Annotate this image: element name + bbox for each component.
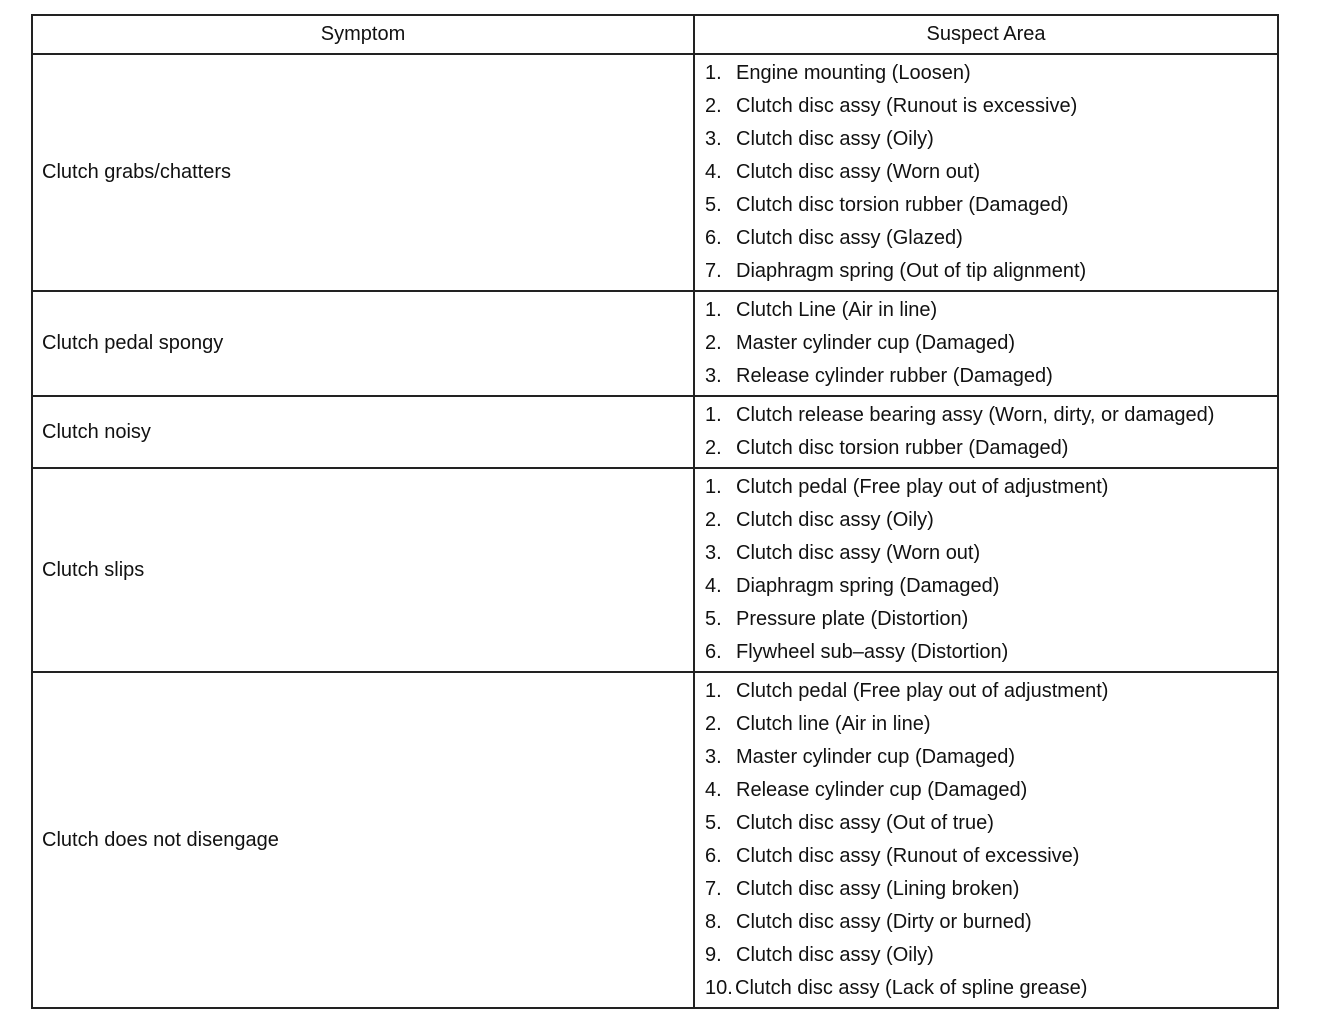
symptom-cell: Clutch noisy bbox=[32, 396, 694, 468]
suspect-item-text: Clutch pedal (Free play out of adjustment) bbox=[736, 680, 1109, 702]
suspect-item-text: Diaphragm spring (Out of tip alignment) bbox=[736, 260, 1087, 282]
symptom-cell: Clutch grabs/chatters bbox=[32, 54, 694, 291]
suspect-item bbox=[705, 741, 1277, 774]
suspect-item-number: 3. bbox=[705, 128, 722, 150]
suspect-item bbox=[705, 603, 1277, 636]
suspect-item bbox=[705, 360, 1277, 393]
suspect-item bbox=[705, 972, 1277, 1005]
suspect-area-cell bbox=[694, 54, 1278, 291]
suspect-item bbox=[705, 471, 1277, 504]
suspect-item bbox=[705, 222, 1277, 255]
suspect-item bbox=[705, 636, 1277, 669]
suspect-item-number: 5. bbox=[705, 194, 722, 216]
table-row bbox=[32, 396, 1278, 468]
suspect-item bbox=[705, 807, 1277, 840]
suspect-item bbox=[705, 123, 1277, 156]
suspect-item-text: Clutch disc assy (Worn out) bbox=[736, 542, 981, 564]
suspect-item bbox=[705, 294, 1277, 327]
table-row bbox=[32, 54, 1278, 291]
suspect-item-text: Master cylinder cup (Damaged) bbox=[736, 746, 1015, 768]
suspect-item-text: Clutch disc assy (Runout is excessive) bbox=[736, 95, 1078, 117]
symptom-column-header: Symptom bbox=[32, 15, 694, 54]
suspect-item bbox=[705, 255, 1277, 288]
suspect-item-number: 6. bbox=[705, 227, 722, 249]
suspect-area-cell bbox=[694, 396, 1278, 468]
suspect-item-number: 1. bbox=[705, 299, 722, 321]
suspect-item-number: 6. bbox=[705, 845, 722, 867]
suspect-item bbox=[705, 906, 1277, 939]
suspect-item-text: Clutch disc torsion rubber (Damaged) bbox=[736, 437, 1069, 459]
suspect-item-number: 4. bbox=[705, 575, 722, 597]
suspect-item-text: Flywheel sub–assy (Distortion) bbox=[736, 641, 1009, 663]
suspect-item-text: Master cylinder cup (Damaged) bbox=[736, 332, 1015, 354]
suspect-list bbox=[705, 399, 1277, 465]
suspect-item-text: Clutch release bearing assy (Worn, dirty, or damaged) bbox=[736, 404, 1215, 426]
symptom-cell: Clutch does not disengage bbox=[32, 672, 694, 1008]
suspect-item-text: Release cylinder cup (Damaged) bbox=[736, 779, 1028, 801]
suspect-item-number: 7. bbox=[705, 260, 722, 282]
suspect-item-number: 2. bbox=[705, 509, 722, 531]
suspect-item-number: 5. bbox=[705, 608, 722, 630]
suspect-item-text: Clutch disc assy (Glazed) bbox=[736, 227, 963, 249]
suspect-area-column-header: Suspect Area bbox=[694, 15, 1278, 54]
suspect-item-number: 1. bbox=[705, 680, 722, 702]
suspect-item-number: 1. bbox=[705, 62, 722, 84]
suspect-item bbox=[705, 327, 1277, 360]
suspect-item bbox=[705, 57, 1277, 90]
troubleshooting-table bbox=[31, 14, 1279, 1009]
suspect-item bbox=[705, 432, 1277, 465]
suspect-list bbox=[705, 294, 1277, 393]
suspect-list bbox=[705, 675, 1277, 1005]
table-row bbox=[32, 468, 1278, 672]
suspect-list bbox=[705, 471, 1277, 669]
suspect-item-text: Pressure plate (Distortion) bbox=[736, 608, 969, 630]
table-header-row bbox=[32, 15, 1278, 54]
suspect-item-number: 8. bbox=[705, 911, 722, 933]
suspect-item-text: Clutch disc assy (Oily) bbox=[736, 128, 934, 150]
suspect-item bbox=[705, 156, 1277, 189]
suspect-item-number: 3. bbox=[705, 746, 722, 768]
suspect-item-number: 3. bbox=[705, 365, 722, 387]
suspect-area-cell bbox=[694, 468, 1278, 672]
suspect-item-number: 2. bbox=[705, 437, 722, 459]
suspect-item bbox=[705, 90, 1277, 123]
suspect-item-number: 10. bbox=[705, 977, 733, 999]
suspect-item-number: 6. bbox=[705, 641, 722, 663]
suspect-item-number: 2. bbox=[705, 713, 722, 735]
suspect-item bbox=[705, 675, 1277, 708]
suspect-item bbox=[705, 504, 1277, 537]
suspect-item-text: Clutch disc assy (Out of true) bbox=[736, 812, 994, 834]
suspect-list bbox=[705, 57, 1277, 288]
suspect-item-text: Clutch Line (Air in line) bbox=[736, 299, 938, 321]
table-row bbox=[32, 672, 1278, 1008]
suspect-item-text: Clutch pedal (Free play out of adjustment) bbox=[736, 476, 1109, 498]
suspect-item-number: 1. bbox=[705, 404, 722, 426]
suspect-item-text: Clutch line (Air in line) bbox=[736, 713, 931, 735]
suspect-item bbox=[705, 840, 1277, 873]
table-body bbox=[32, 54, 1278, 1008]
suspect-item-text: Clutch disc assy (Runout of excessive) bbox=[736, 845, 1080, 867]
suspect-item-number: 4. bbox=[705, 161, 722, 183]
suspect-item-number: 1. bbox=[705, 476, 722, 498]
suspect-item bbox=[705, 399, 1277, 432]
suspect-area-cell bbox=[694, 672, 1278, 1008]
suspect-item-number: 3. bbox=[705, 542, 722, 564]
suspect-item-text: Clutch disc assy (Oily) bbox=[736, 944, 934, 966]
suspect-item-text: Release cylinder rubber (Damaged) bbox=[736, 365, 1053, 387]
suspect-item-number: 2. bbox=[705, 95, 722, 117]
suspect-item bbox=[705, 939, 1277, 972]
symptom-cell: Clutch slips bbox=[32, 468, 694, 672]
suspect-item-number: 4. bbox=[705, 779, 722, 801]
suspect-item-text: Clutch disc assy (Lack of spline grease) bbox=[735, 977, 1088, 999]
symptom-cell: Clutch pedal spongy bbox=[32, 291, 694, 396]
suspect-item-text: Diaphragm spring (Damaged) bbox=[736, 575, 1000, 597]
table-row bbox=[32, 291, 1278, 396]
suspect-item-text: Clutch disc torsion rubber (Damaged) bbox=[736, 194, 1069, 216]
suspect-item bbox=[705, 537, 1277, 570]
suspect-item-text: Clutch disc assy (Oily) bbox=[736, 509, 934, 531]
suspect-item-text: Clutch disc assy (Worn out) bbox=[736, 161, 981, 183]
suspect-item-number: 5. bbox=[705, 812, 722, 834]
suspect-item bbox=[705, 774, 1277, 807]
suspect-item-number: 7. bbox=[705, 878, 722, 900]
suspect-item bbox=[705, 189, 1277, 222]
suspect-item-number: 2. bbox=[705, 332, 722, 354]
suspect-area-cell bbox=[694, 291, 1278, 396]
suspect-item-text: Clutch disc assy (Dirty or burned) bbox=[736, 911, 1032, 933]
suspect-item-text: Clutch disc assy (Lining broken) bbox=[736, 878, 1020, 900]
suspect-item bbox=[705, 708, 1277, 741]
suspect-item bbox=[705, 873, 1277, 906]
suspect-item bbox=[705, 570, 1277, 603]
suspect-item-number: 9. bbox=[705, 944, 722, 966]
suspect-item-text: Engine mounting (Loosen) bbox=[736, 62, 971, 84]
